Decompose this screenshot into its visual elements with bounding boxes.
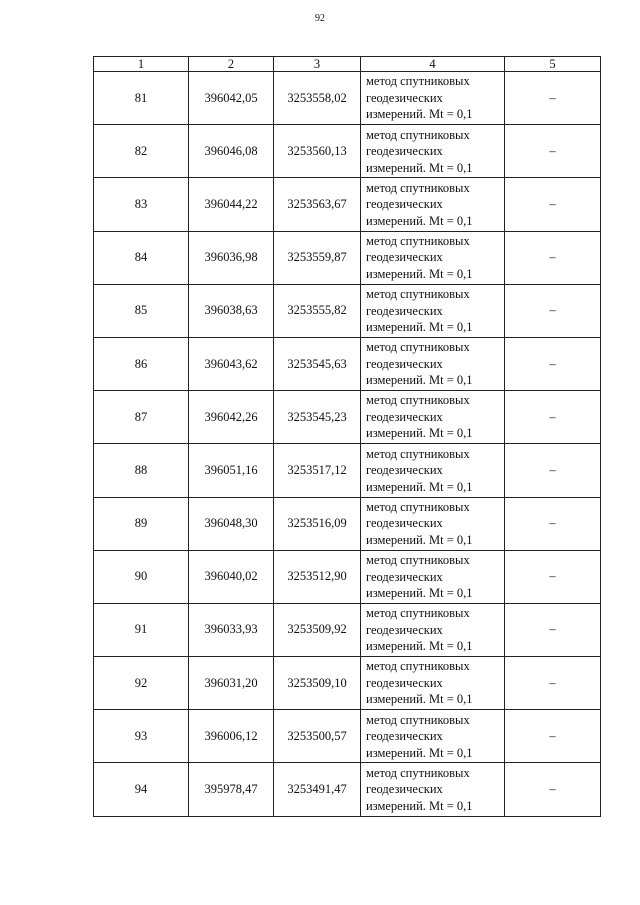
method-line: измерений. Mt = 0,1 [366, 107, 473, 122]
table-row [94, 178, 601, 231]
method-line: метод спутниковых [366, 287, 470, 302]
method-line: измерений. Mt = 0,1 [366, 532, 473, 547]
method-line: геодезических [366, 144, 443, 159]
method-line: измерений. Mt = 0,1 [366, 745, 473, 760]
method-line: геодезических [366, 197, 443, 212]
table-row [94, 603, 601, 656]
method-cell [361, 657, 505, 710]
table-row [94, 72, 601, 125]
method-cell [361, 603, 505, 656]
method-line: метод спутниковых [366, 553, 470, 568]
method-line: геодезических [366, 356, 443, 371]
point-number-cell: 84 [94, 231, 189, 284]
x-coordinate-cell: 395978,47 [189, 763, 274, 816]
method-line: геодезических [366, 622, 443, 637]
method-line: геодезических [366, 250, 443, 265]
x-coordinate-cell: 396046,08 [189, 125, 274, 178]
table-row [94, 284, 601, 337]
method-line: геодезических [366, 729, 443, 744]
y-coordinate-cell: 3253500,57 [274, 710, 361, 763]
point-number-cell: 82 [94, 125, 189, 178]
note-cell: – [505, 444, 601, 497]
x-coordinate-cell: 396044,22 [189, 178, 274, 231]
y-coordinate-cell: 3253555,82 [274, 284, 361, 337]
method-line: измерений. Mt = 0,1 [366, 692, 473, 707]
table-row [94, 125, 601, 178]
point-number-cell: 87 [94, 391, 189, 444]
header-col-5: 5 [505, 57, 601, 72]
point-number-cell: 85 [94, 284, 189, 337]
method-line: измерений. Mt = 0,1 [366, 586, 473, 601]
method-cell [361, 231, 505, 284]
table-row [94, 497, 601, 550]
method-cell [361, 550, 505, 603]
point-number-cell: 92 [94, 657, 189, 710]
y-coordinate-cell: 3253509,10 [274, 657, 361, 710]
point-number-cell: 86 [94, 337, 189, 390]
method-line: измерений. Mt = 0,1 [366, 266, 473, 281]
method-line: измерений. Mt = 0,1 [366, 320, 473, 335]
x-coordinate-cell: 396042,26 [189, 391, 274, 444]
note-cell: – [505, 550, 601, 603]
method-line: геодезических [366, 303, 443, 318]
table-row [94, 444, 601, 497]
point-number-cell: 81 [94, 72, 189, 125]
method-cell [361, 444, 505, 497]
method-line: геодезических [366, 675, 443, 690]
y-coordinate-cell: 3253516,09 [274, 497, 361, 550]
method-line: измерений. Mt = 0,1 [366, 639, 473, 654]
method-line: метод спутниковых [366, 499, 470, 514]
x-coordinate-cell: 396033,93 [189, 603, 274, 656]
method-line: измерений. Mt = 0,1 [366, 798, 473, 813]
table-row [94, 657, 601, 710]
note-cell: – [505, 657, 601, 710]
method-cell [361, 72, 505, 125]
table-row [94, 337, 601, 390]
header-col-4: 4 [361, 57, 505, 72]
method-line: метод спутниковых [366, 74, 470, 89]
method-cell [361, 125, 505, 178]
method-cell [361, 710, 505, 763]
point-number-cell: 94 [94, 763, 189, 816]
table-row [94, 391, 601, 444]
y-coordinate-cell: 3253517,12 [274, 444, 361, 497]
point-number-cell: 90 [94, 550, 189, 603]
note-cell: – [505, 391, 601, 444]
method-line: метод спутниковых [366, 765, 470, 780]
page-number: 92 [315, 13, 325, 24]
table-header [94, 57, 601, 72]
x-coordinate-cell: 396051,16 [189, 444, 274, 497]
method-line: геодезических [366, 516, 443, 531]
method-line: метод спутниковых [366, 393, 470, 408]
method-cell [361, 284, 505, 337]
point-number-cell: 88 [94, 444, 189, 497]
note-cell: – [505, 178, 601, 231]
y-coordinate-cell: 3253563,67 [274, 178, 361, 231]
method-cell [361, 178, 505, 231]
y-coordinate-cell: 3253491,47 [274, 763, 361, 816]
method-cell [361, 763, 505, 816]
x-coordinate-cell: 396036,98 [189, 231, 274, 284]
y-coordinate-cell: 3253545,63 [274, 337, 361, 390]
method-line: метод спутниковых [366, 127, 470, 142]
method-line: измерений. Mt = 0,1 [366, 160, 473, 175]
note-cell: – [505, 497, 601, 550]
note-cell: – [505, 284, 601, 337]
x-coordinate-cell: 396038,63 [189, 284, 274, 337]
y-coordinate-cell: 3253559,87 [274, 231, 361, 284]
note-cell: – [505, 125, 601, 178]
x-coordinate-cell: 396040,02 [189, 550, 274, 603]
method-line: геодезических [366, 409, 443, 424]
y-coordinate-cell: 3253512,90 [274, 550, 361, 603]
method-line: метод спутниковых [366, 606, 470, 621]
header-col-2: 2 [189, 57, 274, 72]
method-line: измерений. Mt = 0,1 [366, 373, 473, 388]
method-line: геодезических [366, 90, 443, 105]
method-cell [361, 337, 505, 390]
y-coordinate-cell: 3253560,13 [274, 125, 361, 178]
method-line: метод спутниковых [366, 659, 470, 674]
table-row [94, 550, 601, 603]
method-line: измерений. Mt = 0,1 [366, 426, 473, 441]
method-line: метод спутниковых [366, 233, 470, 248]
x-coordinate-cell: 396048,30 [189, 497, 274, 550]
point-number-cell: 93 [94, 710, 189, 763]
note-cell: – [505, 231, 601, 284]
y-coordinate-cell: 3253545,23 [274, 391, 361, 444]
header-row [94, 57, 601, 72]
method-line: метод спутниковых [366, 340, 470, 355]
method-cell [361, 391, 505, 444]
point-number-cell: 83 [94, 178, 189, 231]
method-cell [361, 497, 505, 550]
method-line: геодезических [366, 569, 443, 584]
x-coordinate-cell: 396006,12 [189, 710, 274, 763]
y-coordinate-cell: 3253509,92 [274, 603, 361, 656]
note-cell: – [505, 763, 601, 816]
method-line: измерений. Mt = 0,1 [366, 479, 473, 494]
coordinates-table [93, 56, 601, 817]
method-line: измерений. Mt = 0,1 [366, 213, 473, 228]
header-col-3: 3 [274, 57, 361, 72]
method-line: метод спутниковых [366, 180, 470, 195]
table-row [94, 710, 601, 763]
note-cell: – [505, 710, 601, 763]
note-cell: – [505, 337, 601, 390]
point-number-cell: 91 [94, 603, 189, 656]
method-line: метод спутниковых [366, 446, 470, 461]
note-cell: – [505, 72, 601, 125]
note-cell: – [505, 603, 601, 656]
method-line: геодезических [366, 463, 443, 478]
x-coordinate-cell: 396031,20 [189, 657, 274, 710]
table-body [94, 72, 601, 817]
header-col-1: 1 [94, 57, 189, 72]
table-row [94, 231, 601, 284]
table-row [94, 763, 601, 816]
x-coordinate-cell: 396043,62 [189, 337, 274, 390]
y-coordinate-cell: 3253558,02 [274, 72, 361, 125]
point-number-cell: 89 [94, 497, 189, 550]
x-coordinate-cell: 396042,05 [189, 72, 274, 125]
method-line: метод спутниковых [366, 712, 470, 727]
method-line: геодезических [366, 782, 443, 797]
